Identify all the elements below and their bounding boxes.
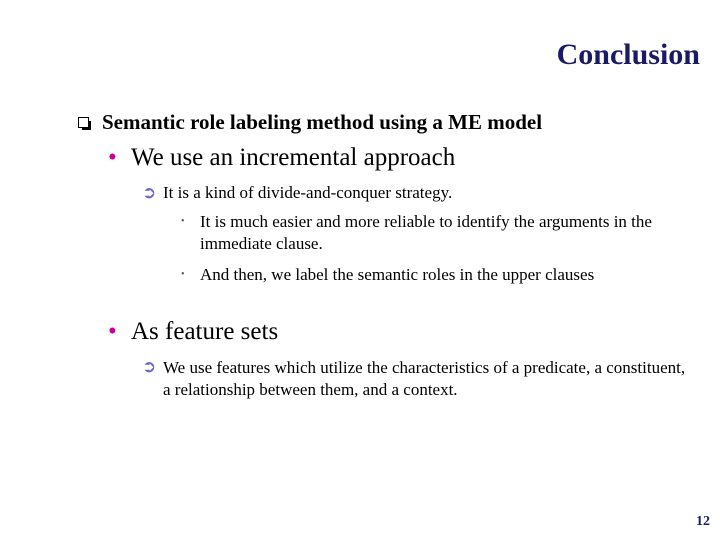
incremental-detail-2: And then, we label the semantic roles in the upper clauses bbox=[200, 265, 595, 284]
features-sub: We use features which utilize the characteristics of a predicate, a constituent, a relationship between them, and a context. bbox=[163, 358, 686, 399]
incremental-heading: We use an incremental approach bbox=[131, 144, 456, 171]
page-number: 12 bbox=[696, 514, 710, 529]
square-bullet-icon bbox=[78, 117, 89, 128]
slide-title: Conclusion bbox=[556, 38, 700, 71]
incremental-sub: It is a kind of divide-and-conquer strategy. bbox=[163, 183, 453, 202]
bullet-icon: • bbox=[108, 318, 117, 345]
arrow-bullet-icon: ➲ bbox=[142, 357, 157, 376]
dot-bullet-icon: • bbox=[181, 216, 185, 227]
incremental-detail-1: It is much easier and more reliable to identify the arguments in the immediate clause. bbox=[200, 212, 652, 253]
dot-bullet-icon: • bbox=[181, 269, 185, 280]
arrow-bullet-icon: ➲ bbox=[142, 183, 157, 202]
features-heading: As feature sets bbox=[131, 318, 279, 345]
main-point: Semantic role labeling method using a ME model bbox=[102, 110, 543, 134]
bullet-icon: • bbox=[108, 144, 117, 171]
